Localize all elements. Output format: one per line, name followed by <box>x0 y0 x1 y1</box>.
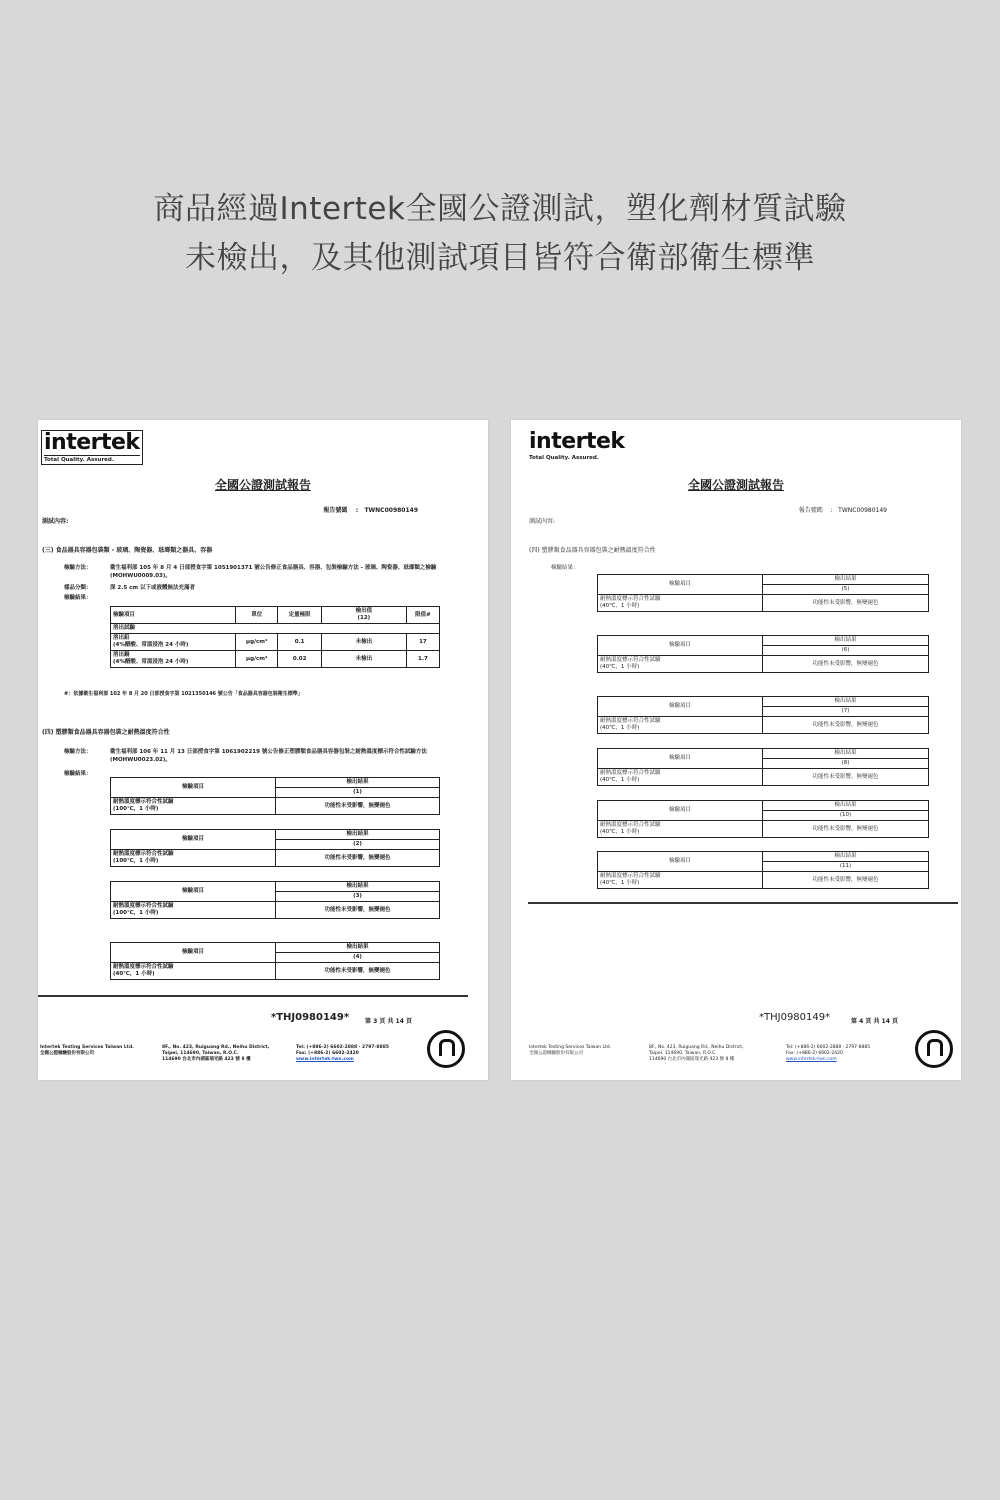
leaching-test-table: 檢驗項目 單位 定量極限 檢出值 (12) 限值# 溶出試驗 溶出鉛 (4%醋酸、常溫浸泡 24 小時) μg/cm² 0.1 未檢出 17 溶出鎘 (4%醋酸、常溫浸泡 24 小時) μg/cm² 0.02 未檢出 1.7 <box>110 606 440 668</box>
heat-test-table-8: 檢驗項目 檢出結果 (8) 耐熱溫度標示符合性試驗 (40℃，1 小時) 功能性未受影響，無變褪色 <box>597 748 929 786</box>
intertek-seal-icon <box>915 1030 953 1068</box>
content-label: 測試內容: <box>529 518 556 525</box>
company-address: 8F., No. 423, Ruiguang Rd., Neihu District, Taipei, 114690, Taiwan, R.O.C. 114690 台北市內湖區瑞光路 423 號 8 樓 <box>162 1045 270 1062</box>
heat-test-table-3: 檢驗項目 檢出結果 (3) 耐熱溫度標示符合性試驗 (100℃，1 小時) 功能性未受影響，無變褪色 <box>110 881 440 919</box>
report-page-4 <box>511 420 961 1080</box>
company-address: 8F., No. 423, Ruiguang Rd., Neihu District, Taipei, 114690, Taiwan, R.O.C. 114690 台北市內湖區瑞光路 423 號 8 樓 <box>649 1045 744 1062</box>
company-contact: Tel: (+886-2) 6602-2888 · 2797-8885 Fax: (+886-2) 6602-2420 www.intertek-twn.com <box>296 1045 389 1062</box>
document-code: *THJ0980149* <box>271 1012 350 1023</box>
heat-test-table-5: 檢驗項目 檢出結果 (5) 耐熱溫度標示符合性試驗 (40℃，1 小時) 功能性未受影響，無變褪色 <box>597 574 929 612</box>
headline-line-2: 未檢出，及其他測試項目皆符合衛部衛生標準 <box>185 240 815 276</box>
company-info: Intertek Testing Services Taiwan Ltd. 全國公證檢驗股份有限公司 <box>529 1045 612 1056</box>
result-row: 檢驗結果： <box>64 771 92 777</box>
footnote: #：依據衛生福利部 102 年 8 月 20 日部授食字第 1021350146 號公告「食品器具容器包裝衛生標準」 <box>64 691 303 697</box>
company-info: Intertek Testing Services Taiwan Ltd. 全國公證檢驗股份有限公司 <box>40 1045 134 1056</box>
report-page-3 <box>38 420 488 1080</box>
report-title: 全國公證測試報告 <box>214 478 311 492</box>
intertek-logo: intertek Total Quality. Assured. <box>529 429 625 461</box>
sample-row: 樣品分類： 深 2.5 cm 以下或液體無法充滿者 <box>64 585 195 591</box>
table-row: 溶出鎘 (4%醋酸、常溫浸泡 24 小時) μg/cm² 0.02 未檢出 1.7 <box>111 651 440 668</box>
section-4-title: (四) 塑膠類食品器具容器包裝之耐熱溫度符合性 <box>42 729 170 736</box>
heat-test-table-4: 檢驗項目 檢出結果 (4) 耐熱溫度標示符合性試驗 (40℃，1 小時) 功能性未受影響，無變褪色 <box>110 942 440 980</box>
document-code: *THJ0980149* <box>759 1012 831 1023</box>
method-row: 檢驗方法： 衛生福利部 105 年 8 月 4 日部授食字第 1051901371 號公告修正食品器具、容器、包裝檢驗方法 - 玻璃、陶瓷器、琺瑯類之檢驗(MOHWU0009.03)。 <box>64 565 437 579</box>
result-row: 檢驗結果： <box>64 595 92 601</box>
heat-test-table-10: 檢驗項目 檢出結果 (10) 耐熱溫度標示符合性試驗 (40℃，1 小時) 功能性未受影響，無變褪色 <box>597 800 929 838</box>
divider <box>38 995 468 997</box>
heat-test-table-11: 檢驗項目 檢出結果 (11) 耐熱溫度標示符合性試驗 (40℃，1 小時) 功能性未受影響，無變褪色 <box>597 851 929 889</box>
page-number: 第 4 頁 共 14 頁 <box>851 1018 898 1025</box>
report-title: 全國公證測試報告 <box>687 478 784 492</box>
table-row: 溶出鉛 (4%醋酸、常溫浸泡 24 小時) μg/cm² 0.1 未檢出 17 <box>111 634 440 651</box>
headline-line-1: 商品經過Intertek全國公證測試，塑化劑材質試驗 <box>153 191 847 227</box>
page-number: 第 3 頁 共 14 頁 <box>365 1018 412 1025</box>
intertek-seal-icon <box>427 1030 465 1068</box>
heat-test-table-7: 檢驗項目 檢出結果 (7) 耐熱溫度標示符合性試驗 (40℃，1 小時) 功能性未受影響，無變褪色 <box>597 696 929 734</box>
intertek-logo: intertek Total Quality. Assured. <box>41 430 143 465</box>
content-label: 測試內容: <box>42 518 69 525</box>
method-row: 檢驗方法： 衛生福利部 106 年 11 月 13 日部授食字第 1061902219 號公告修正塑膠類食品器具容器包裝之耐熱溫度標示符合性試驗方法(MOHWU0023.02)。 <box>64 749 427 763</box>
company-contact: Tel: (+886-2) 6602-2888 · 2797-8885 Fax: (+886-2) 6602-2420 www.intertek-twn.com <box>786 1045 871 1062</box>
heat-test-table-1: 檢驗項目 檢出結果 (1) 耐熱溫度標示符合性試驗 (100℃，1 小時) 功能性未受影響，無變褪色 <box>110 777 440 815</box>
divider <box>528 902 958 904</box>
heat-test-table-6: 檢驗項目 檢出結果 (6) 耐熱溫度標示符合性試驗 (40℃，1 小時) 功能性未受影響，無變褪色 <box>597 635 929 673</box>
result-row: 檢驗結果： <box>551 565 579 571</box>
section-4-title: (四) 塑膠類食品器具容器包裝之耐熱溫度符合性 <box>529 547 656 554</box>
heat-test-table-2: 檢驗項目 檢出結果 (2) 耐熱溫度標示符合性試驗 (100℃，1 小時) 功能性未受影響，無變褪色 <box>110 829 440 867</box>
section-3-title: (三) 食品器具容器包裝類 - 玻璃、陶瓷器、琺瑯類之器具、容器 <box>42 547 213 554</box>
report-number: 報告號碼 : TWNC00980149 <box>798 507 887 514</box>
report-number: 報告號碼 : TWNC00980149 <box>323 507 418 514</box>
